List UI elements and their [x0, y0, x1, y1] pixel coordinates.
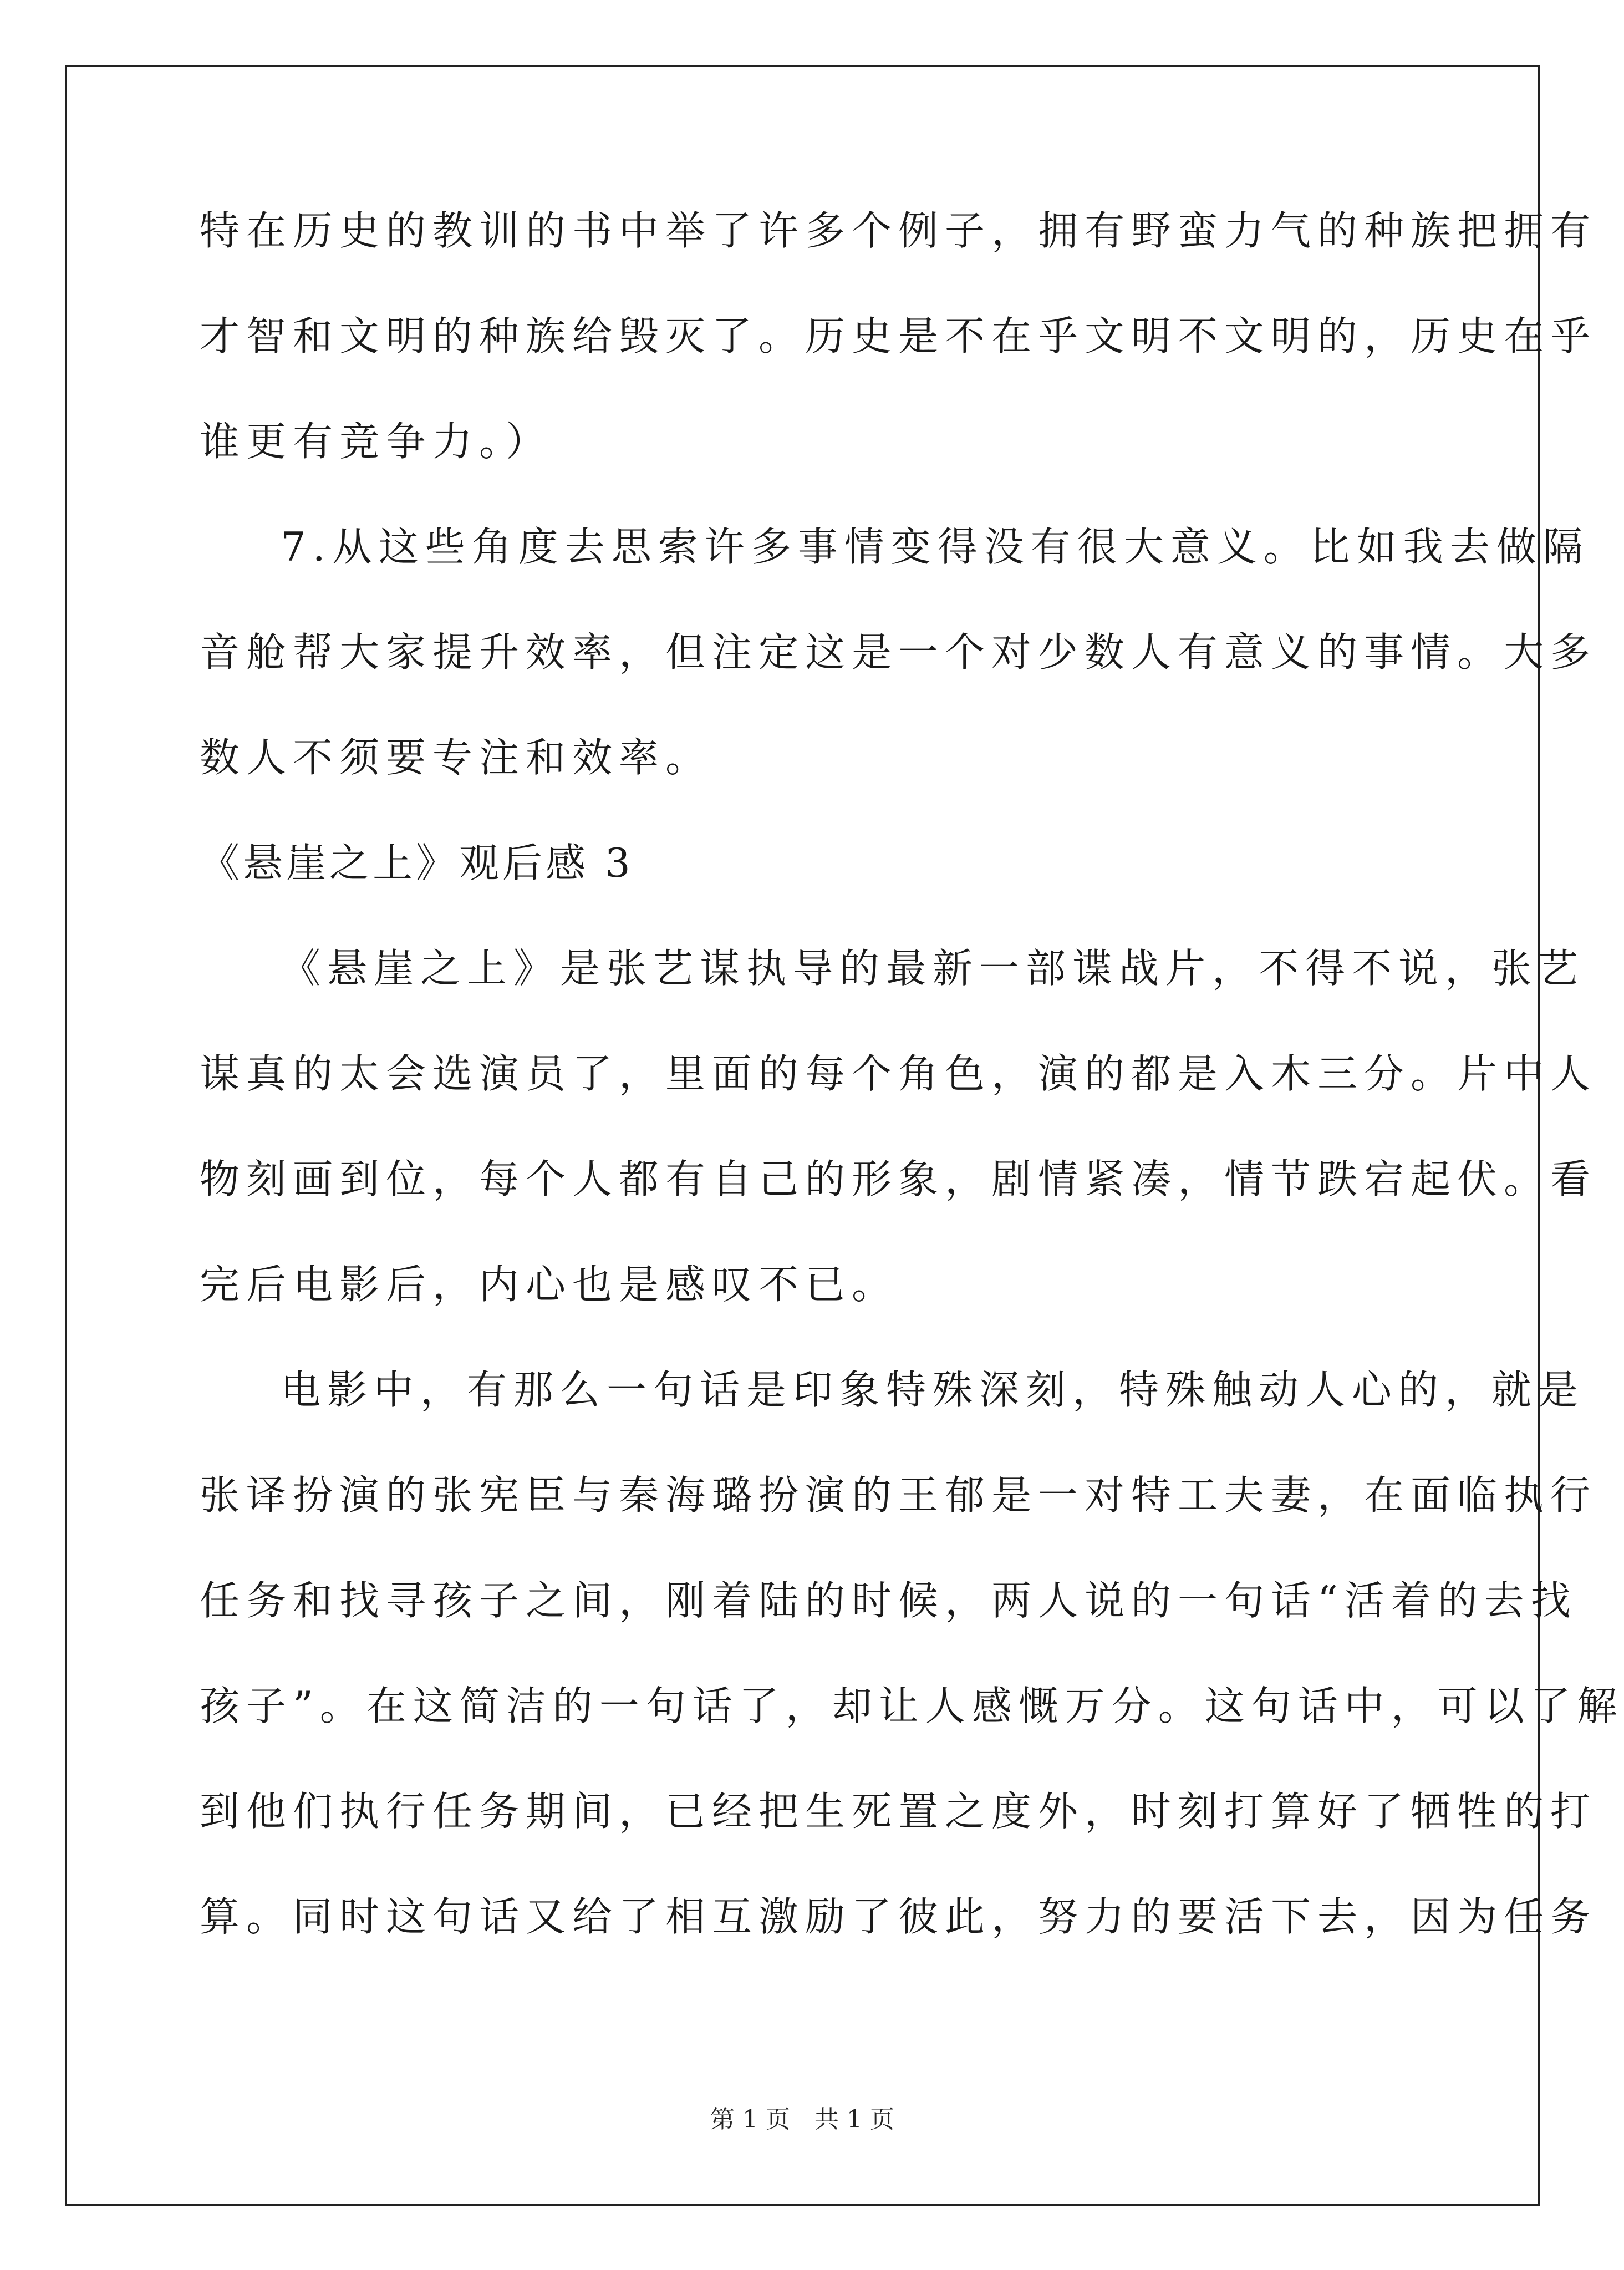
text-line-6: 数人不须要专注和效率。 [200, 734, 712, 781]
text-line-3: 谁更有竞争力。） [200, 418, 553, 465]
text-line-4: 7.从这些角度去思索许多事情变得没有很大意义。比如我去做隔 [281, 524, 1590, 570]
text-line-1: 特在历史的教训的书中举了许多个例子，拥有野蛮力气的种族把拥有 [200, 207, 1597, 254]
text-line-11: 完后电影后，内心也是感叹不已。 [200, 1261, 899, 1308]
text-line-12: 电影中，有那么一句话是印象特殊深刻，特殊触动人心的，就是 [281, 1367, 1585, 1413]
document-body [200, 207, 1624, 2002]
text-line-5: 音舱帮大家提升效率，但注定这是一个对少数人有意义的事情。大多 [200, 629, 1597, 676]
text-line-13: 张译扮演的张宪臣与秦海璐扮演的王郁是一对特工夫妻，在面临执行 [200, 1472, 1597, 1519]
text-line-17: 算。同时这句话又给了相互激励了彼此，努力的要活下去，因为任务 [200, 1893, 1597, 1940]
text-line-2: 才智和文明的种族给毁灭了。历史是不在乎文明不文明的，历史在乎 [200, 313, 1597, 359]
text-line-15: 孩子”。在这简洁的一句话了，却让人感慨万分。这句话中，可以了解 [200, 1683, 1624, 1729]
text-line-8: 《悬崖之上》是张艺谋执导的最新一部谍战片，不得不说，张艺 [281, 945, 1585, 992]
text-line-9: 谋真的太会选演员了，里面的每个角色，演的都是入木三分。片中人 [200, 1050, 1597, 1097]
text-line-16: 到他们执行任务期间，已经把生死置之度外，时刻打算好了牺牲的打 [200, 1788, 1597, 1835]
page-footer: 第 1 页 共 1 页 [710, 2105, 894, 2134]
section-heading: 《悬崖之上》观后感 3 [200, 840, 634, 886]
text-line-14: 任务和找寻孩子之间，刚着陆的时候，两人说的一句话“活着的去找 [200, 1577, 1577, 1624]
text-line-10: 物刻画到位，每个人都有自己的形象，剧情紧凑，情节跌宕起伏。看 [200, 1156, 1597, 1202]
